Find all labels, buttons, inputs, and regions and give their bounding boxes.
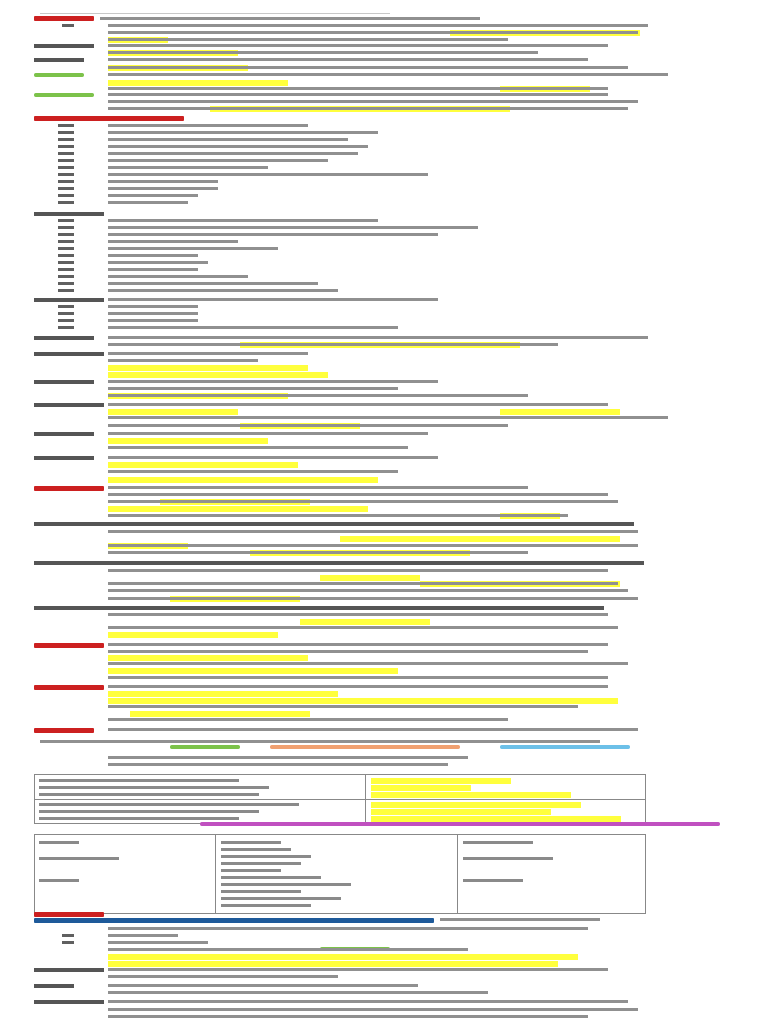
highlight bbox=[108, 698, 618, 704]
text-line bbox=[108, 941, 208, 944]
text-line bbox=[108, 763, 448, 766]
highlight bbox=[108, 477, 378, 483]
section-heading bbox=[34, 912, 104, 917]
text-line bbox=[108, 934, 178, 937]
text-line bbox=[108, 582, 618, 585]
bullet-marker bbox=[58, 312, 74, 315]
text-line bbox=[108, 131, 378, 134]
text-line bbox=[108, 201, 188, 204]
bullet-marker bbox=[58, 219, 74, 222]
text-line bbox=[108, 233, 438, 236]
bullet-marker bbox=[58, 233, 74, 236]
bullet-marker bbox=[58, 240, 74, 243]
highlight bbox=[108, 691, 338, 697]
highlight bbox=[108, 365, 308, 371]
sub-heading bbox=[34, 380, 94, 384]
text-line bbox=[108, 569, 608, 572]
bullet-marker bbox=[58, 289, 74, 292]
table-cell-line bbox=[221, 841, 281, 844]
text-line bbox=[108, 100, 638, 103]
bullet-marker bbox=[58, 124, 74, 127]
bullet-marker bbox=[58, 268, 74, 271]
green-mark bbox=[34, 73, 84, 77]
text-line bbox=[108, 589, 628, 592]
bullet-marker bbox=[58, 305, 74, 308]
table-cell-line bbox=[463, 841, 533, 844]
text-line bbox=[108, 662, 628, 665]
table-cell-line bbox=[221, 876, 321, 879]
text-line bbox=[108, 718, 508, 721]
bullet-marker bbox=[58, 226, 74, 229]
text-line bbox=[100, 17, 480, 20]
text-line bbox=[108, 544, 638, 547]
section-heading bbox=[34, 643, 104, 648]
table-cell-line bbox=[39, 857, 119, 860]
sub-heading bbox=[34, 522, 634, 526]
section-heading bbox=[34, 16, 94, 21]
highlight bbox=[371, 802, 581, 808]
bullet-marker bbox=[58, 254, 74, 257]
table-cell-line bbox=[221, 862, 301, 865]
bullet-marker bbox=[58, 275, 74, 278]
table-cell-line bbox=[39, 786, 269, 789]
blue-mark bbox=[500, 745, 630, 749]
highlight bbox=[300, 619, 430, 625]
text-line bbox=[108, 159, 328, 162]
table-cell-line bbox=[39, 779, 239, 782]
text-line bbox=[108, 456, 438, 459]
text-line bbox=[108, 305, 198, 308]
text-line bbox=[108, 298, 438, 301]
orange-mark bbox=[270, 745, 460, 749]
text-line bbox=[108, 261, 208, 264]
section-heading bbox=[34, 728, 94, 733]
text-line bbox=[440, 918, 600, 921]
text-line bbox=[108, 326, 398, 329]
text-line bbox=[108, 312, 198, 315]
text-line bbox=[108, 219, 378, 222]
text-line bbox=[108, 984, 418, 987]
highlight bbox=[108, 372, 328, 378]
page-title bbox=[40, 0, 380, 13]
bullet-marker bbox=[58, 194, 74, 197]
text-line bbox=[108, 187, 218, 190]
text-line bbox=[108, 643, 608, 646]
text-line bbox=[108, 394, 528, 397]
text-line bbox=[108, 380, 438, 383]
text-line bbox=[108, 756, 468, 759]
table-column-divider bbox=[215, 835, 216, 913]
bullet-marker bbox=[58, 187, 74, 190]
bullet-marker bbox=[58, 166, 74, 169]
text-line bbox=[108, 551, 528, 554]
text-line bbox=[108, 446, 408, 449]
table-cell-line bbox=[221, 890, 301, 893]
text-line bbox=[108, 44, 608, 47]
text-line bbox=[108, 432, 428, 435]
text-line bbox=[108, 650, 588, 653]
table-cell-line bbox=[221, 897, 341, 900]
text-line bbox=[108, 38, 508, 41]
text-line bbox=[108, 626, 618, 629]
highlight bbox=[108, 954, 578, 960]
bullet-marker bbox=[58, 201, 74, 204]
table-row-divider bbox=[35, 799, 645, 800]
title-divider bbox=[40, 13, 390, 14]
text-line bbox=[40, 740, 600, 743]
highlight bbox=[371, 785, 471, 791]
table-cell-line bbox=[221, 855, 311, 858]
text-line bbox=[108, 152, 358, 155]
highlight bbox=[320, 575, 420, 581]
highlight bbox=[108, 438, 268, 444]
text-line bbox=[108, 676, 608, 679]
table-cell-line bbox=[39, 803, 299, 806]
text-line bbox=[108, 226, 478, 229]
highlight bbox=[108, 655, 308, 661]
table-cell-line bbox=[221, 848, 291, 851]
text-line bbox=[108, 470, 398, 473]
text-line bbox=[108, 173, 428, 176]
text-line bbox=[108, 1015, 588, 1018]
text-line bbox=[108, 1000, 628, 1003]
text-line bbox=[108, 194, 198, 197]
highlight bbox=[500, 409, 620, 415]
text-line bbox=[108, 319, 198, 322]
table-cell-line bbox=[221, 883, 351, 886]
text-line bbox=[108, 254, 198, 257]
highlight bbox=[108, 632, 278, 638]
text-line bbox=[108, 166, 268, 169]
sub-heading bbox=[34, 432, 94, 436]
bullet-marker bbox=[58, 173, 74, 176]
text-line bbox=[108, 975, 338, 978]
table-cell-line bbox=[39, 810, 259, 813]
sub-heading bbox=[34, 58, 84, 62]
highlight bbox=[108, 409, 238, 415]
bullet-marker bbox=[58, 180, 74, 183]
sub-heading bbox=[34, 1000, 104, 1004]
text-line bbox=[108, 240, 238, 243]
text-line bbox=[108, 493, 608, 496]
text-line bbox=[108, 138, 348, 141]
text-line bbox=[108, 530, 638, 533]
text-line bbox=[108, 51, 538, 54]
bullet-marker bbox=[58, 159, 74, 162]
bullet-marker bbox=[58, 138, 74, 141]
text-line bbox=[108, 991, 488, 994]
text-line bbox=[108, 927, 588, 930]
text-line bbox=[108, 268, 198, 271]
text-line bbox=[108, 124, 308, 127]
sub-heading bbox=[34, 984, 74, 988]
highlight bbox=[108, 506, 368, 512]
highlight bbox=[371, 792, 571, 798]
text-line bbox=[108, 705, 578, 708]
table-cell-line bbox=[463, 879, 523, 882]
highlight bbox=[108, 961, 558, 967]
bullet-marker bbox=[58, 319, 74, 322]
sub-heading bbox=[34, 352, 104, 356]
text-line bbox=[108, 403, 608, 406]
bullet-marker bbox=[58, 145, 74, 148]
text-line bbox=[108, 289, 338, 292]
text-line bbox=[108, 968, 608, 971]
section-heading bbox=[34, 685, 104, 690]
highlight bbox=[108, 668, 398, 674]
highlight bbox=[371, 809, 551, 815]
text-line bbox=[108, 359, 258, 362]
text-line bbox=[108, 597, 638, 600]
table-cell-line bbox=[221, 869, 281, 872]
text-line bbox=[108, 500, 618, 503]
text-line bbox=[108, 58, 588, 61]
bullet-marker bbox=[58, 261, 74, 264]
text-line bbox=[108, 1008, 638, 1011]
text-line bbox=[108, 387, 398, 390]
sub-heading bbox=[34, 298, 104, 302]
bullet-marker bbox=[58, 247, 74, 250]
text-line bbox=[108, 73, 668, 76]
highlight bbox=[108, 80, 288, 86]
sub-heading bbox=[34, 606, 604, 610]
table-cell-line bbox=[463, 857, 553, 860]
text-line bbox=[108, 180, 218, 183]
text-line bbox=[108, 93, 608, 96]
bullet-marker bbox=[62, 24, 74, 27]
sub-heading bbox=[34, 456, 94, 460]
text-line bbox=[108, 24, 648, 27]
text-line bbox=[108, 275, 248, 278]
text-line bbox=[108, 343, 558, 346]
bullet-marker bbox=[58, 152, 74, 155]
sub-heading bbox=[34, 212, 104, 216]
grammar-table bbox=[34, 774, 646, 824]
bullet-marker bbox=[62, 934, 74, 937]
sub-heading bbox=[34, 403, 104, 407]
text-line bbox=[108, 352, 308, 355]
section-heading bbox=[34, 486, 104, 491]
sub-heading bbox=[34, 968, 104, 972]
text-line bbox=[108, 66, 628, 69]
section-heading bbox=[34, 918, 434, 923]
text-line bbox=[108, 145, 368, 148]
text-line bbox=[108, 514, 568, 517]
table-cell-line bbox=[39, 817, 239, 820]
sub-heading bbox=[34, 561, 644, 565]
highlight bbox=[371, 778, 511, 784]
highlight bbox=[130, 711, 310, 717]
sub-heading bbox=[34, 336, 94, 340]
text-line bbox=[108, 486, 528, 489]
text-line bbox=[108, 685, 608, 688]
section-heading bbox=[34, 116, 184, 121]
bullet-marker bbox=[58, 282, 74, 285]
bullet-marker bbox=[58, 326, 74, 329]
text-line bbox=[108, 948, 468, 951]
sub-heading bbox=[34, 44, 94, 48]
grammar-table bbox=[34, 834, 646, 914]
purple-mark bbox=[200, 822, 720, 826]
green-mark bbox=[170, 745, 240, 749]
highlight bbox=[108, 462, 298, 468]
green-mark bbox=[34, 93, 94, 97]
text-line bbox=[108, 424, 508, 427]
text-line bbox=[108, 613, 608, 616]
text-line bbox=[108, 31, 638, 34]
text-line bbox=[108, 107, 628, 110]
table-cell-line bbox=[221, 904, 311, 907]
bullet-marker bbox=[58, 131, 74, 134]
table-cell-line bbox=[39, 793, 259, 796]
text-line bbox=[108, 282, 318, 285]
table-column-divider bbox=[457, 835, 458, 913]
text-line bbox=[108, 416, 668, 419]
text-line bbox=[108, 247, 278, 250]
table-cell-line bbox=[39, 841, 79, 844]
text-line bbox=[108, 728, 638, 731]
text-line bbox=[108, 336, 648, 339]
bullet-marker bbox=[62, 941, 74, 944]
text-line bbox=[108, 87, 608, 90]
highlight bbox=[340, 536, 620, 542]
table-cell-line bbox=[39, 879, 79, 882]
